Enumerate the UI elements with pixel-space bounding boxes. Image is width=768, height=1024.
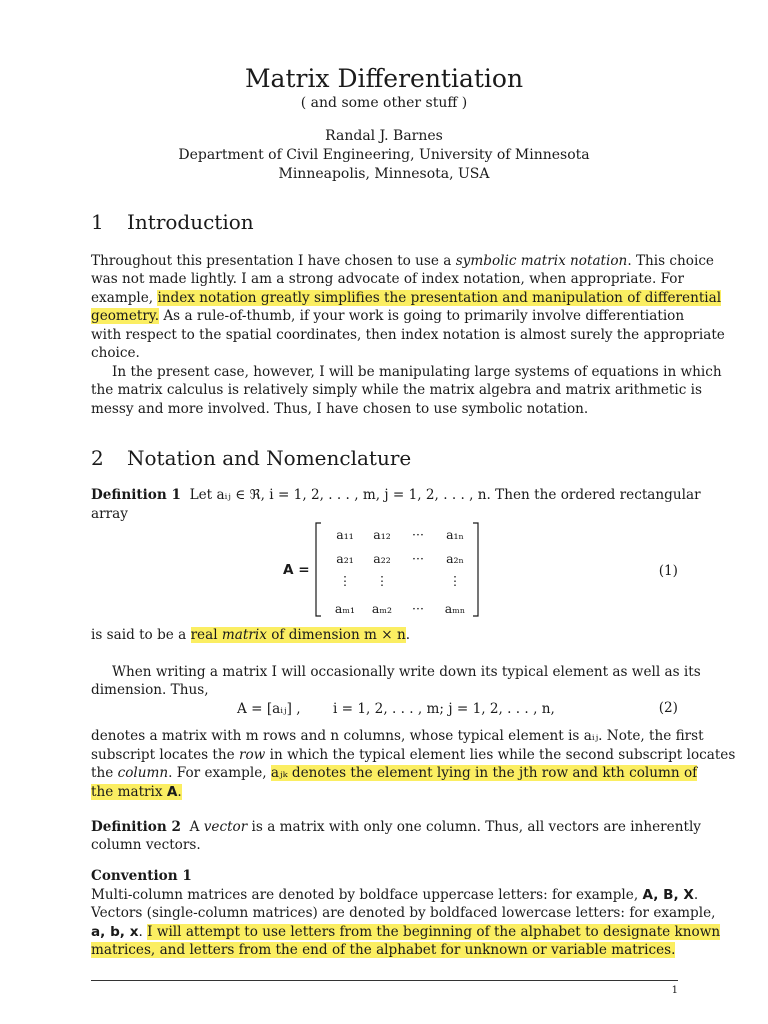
- highlight: aⱼₖ denotes the element lying in the jth row and kth column of: [270, 765, 698, 781]
- section-number: 2: [91, 446, 104, 470]
- convention-1-label: Convention 1: [91, 868, 192, 884]
- definition-label: Definition 2: [91, 819, 181, 835]
- author-department: Department of Civil Engineering, University of Minnesota: [178, 147, 590, 163]
- intro-line-4: geometry. As a rule-of-thumb, if your work is going to primarily involve differentiation: [91, 308, 685, 324]
- matrix-cell: a₁ₙ: [446, 527, 464, 542]
- intro-line-1: Throughout this presentation I have chosen to use a symbolic matrix notation. This choice: [91, 253, 714, 269]
- definition-1-line-1: Definition 1 Let aᵢⱼ ∈ ℜ, i = 1, 2, . . . , m, j = 1, 2, . . . , n. Then the ordered rectangular: [91, 487, 701, 503]
- convention-1-line-4: [91, 941, 675, 959]
- paper-title: Matrix Differentiation: [244, 64, 524, 93]
- highlight: the matrix A.: [91, 784, 182, 800]
- matrix-cell: ···: [412, 601, 424, 616]
- highlight: geometry.: [91, 308, 160, 324]
- equation-number-2: (2): [658, 700, 678, 716]
- para2-line-4: subscript locates the row in which the typical element lies while the second subscript locates: [91, 747, 736, 763]
- section-heading-introduction: [91, 208, 254, 236]
- highlight: index notation greatly simplifies the presentation and manipulation of differential: [157, 290, 722, 306]
- matrix-cell: a₁₁: [336, 527, 354, 542]
- highlight: matrices, and letters from the end of the alphabet for unknown or variable matrices.: [91, 942, 676, 958]
- definition-2-line-2: column vectors.: [91, 837, 201, 853]
- matrix-cell: ⋮: [375, 573, 389, 588]
- para2-line-5: the column. For example, aⱼₖ denotes the element lying in the jth row and kth column of: [91, 765, 698, 781]
- matrix-cell: ···: [412, 527, 424, 542]
- matrix-cell: aₘ₂: [371, 601, 393, 616]
- intro-line-9: messy and more involved. Thus, I have chosen to use symbolic notation.: [91, 401, 589, 417]
- page-number: 1: [671, 985, 678, 996]
- intro-line-6: choice.: [91, 345, 140, 361]
- section-heading-notation: [91, 444, 411, 472]
- section-title: Notation and Nomenclature: [127, 446, 412, 470]
- matrix-cell: ···: [412, 551, 424, 566]
- para2-line-1: When writing a matrix I will occasionally write down its typical element as well as its: [112, 664, 701, 680]
- footer-rule: [91, 980, 678, 981]
- definition-2-line-1: Definition 2 A vector is a matrix with only one column. Thus, all vectors are inherently: [91, 819, 701, 835]
- intro-line-3: example, index notation greatly simplifies the presentation and manipulation of differential: [91, 290, 722, 306]
- convention-1-line-3: a, b, x. I will attempt to use letters from the beginning of the alphabet to designate known: [91, 924, 721, 940]
- matrix-cell: ⋮: [448, 573, 462, 588]
- highlight: I will attempt to use letters from the beginning of the alphabet to designate known: [147, 924, 721, 940]
- definition-1-conclusion: is said to be a real matrix of dimension m × n.: [91, 627, 411, 643]
- section-number: 1: [91, 210, 104, 234]
- para2-line-2: dimension. Thus,: [91, 682, 209, 698]
- intro-line-8: the matrix calculus is relatively simply while the matrix algebra and matrix arithmetic is: [91, 382, 702, 398]
- matrix-cell: ⋮: [338, 573, 352, 588]
- intro-line-5: with respect to the spatial coordinates, then index notation is almost surely the appropriate: [91, 327, 725, 343]
- matrix-cell: aₘₙ: [444, 601, 466, 616]
- definition-label: Definition 1: [91, 487, 181, 503]
- paper-subtitle: ( and some other stuff ): [300, 95, 468, 111]
- convention-1-line-2: Vectors (single-column matrices) are denoted by boldfaced lowercase letters: for example,: [91, 905, 716, 921]
- convention-1-line-1: Multi-column matrices are denoted by boldface uppercase letters: for example, A, B, X.: [91, 887, 699, 903]
- section-title: Introduction: [127, 210, 254, 234]
- matrix-cell: a₂₂: [373, 551, 391, 566]
- author-location: Minneapolis, Minnesota, USA: [278, 166, 490, 182]
- para2-line-6: [91, 783, 182, 801]
- author-name: Randal J. Barnes: [325, 128, 443, 144]
- intro-line-2: was not made lightly. I am a strong advocate of index notation, when appropriate. For: [91, 271, 684, 287]
- matrix-cell: a₁₂: [373, 527, 391, 542]
- equation-2-lhs: A = [aᵢⱼ] ,: [237, 701, 301, 717]
- equation-2-rhs: i = 1, 2, . . . , m; j = 1, 2, . . . , n,: [333, 701, 555, 717]
- definition-1-line-2: array: [91, 506, 128, 522]
- intro-line-7: In the present case, however, I will be manipulating large systems of equations in which: [112, 364, 722, 380]
- matrix-cell: a₂₁: [336, 551, 354, 566]
- equation-number-1: (1): [658, 563, 678, 579]
- matrix-cell: aₘ₁: [334, 601, 356, 616]
- para2-line-3: denotes a matrix with m rows and n columns, whose typical element is aᵢⱼ. Note, the first: [91, 728, 704, 744]
- matrix-cell: a₂ₙ: [446, 551, 464, 566]
- highlight: real matrix of dimension m × n: [190, 627, 406, 643]
- matrix-lhs: A =: [283, 562, 310, 578]
